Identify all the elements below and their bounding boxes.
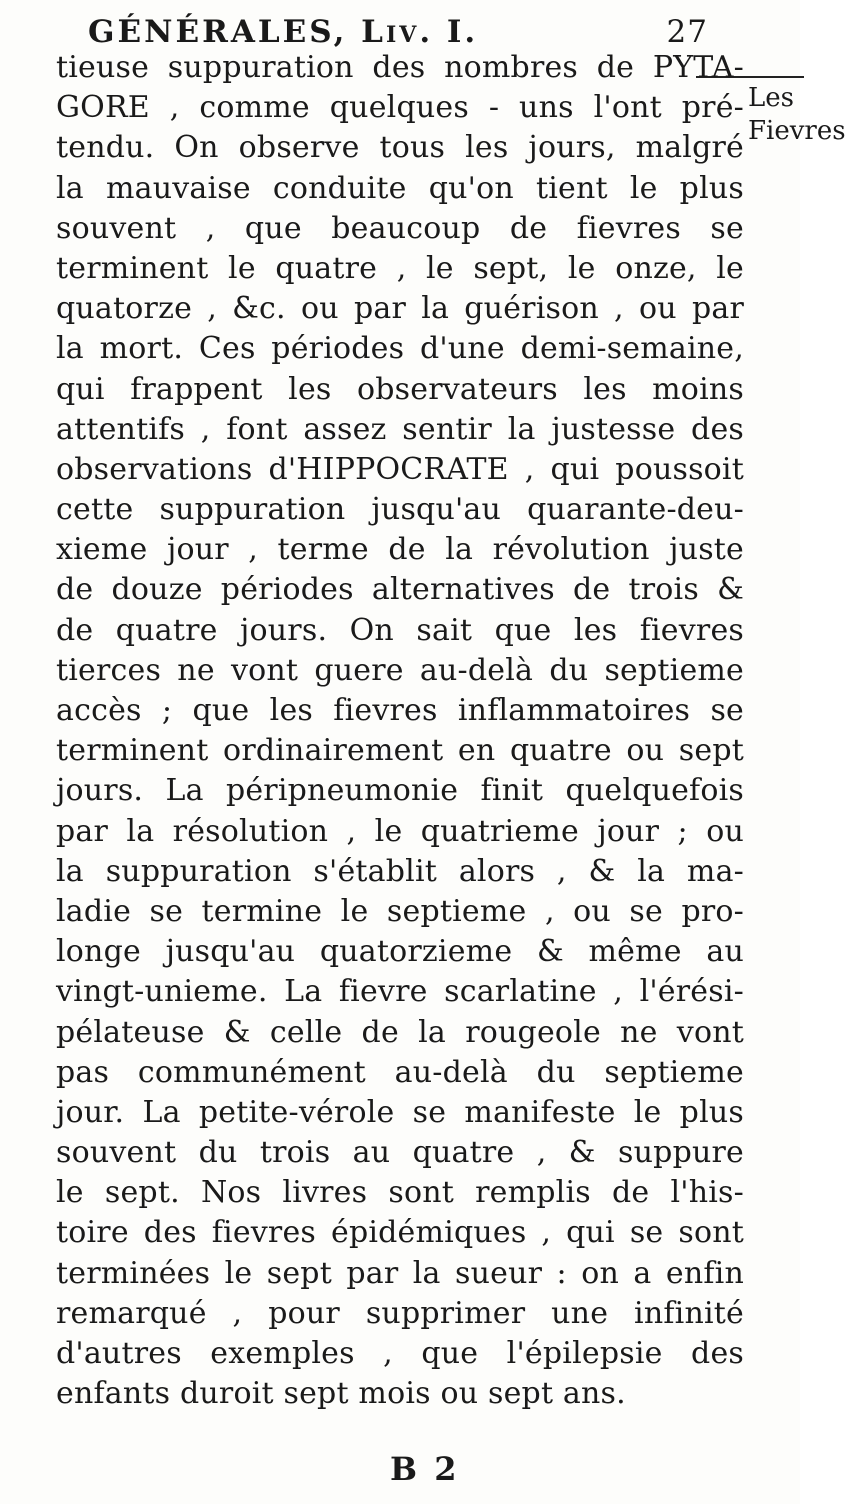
text-line: longe jusqu'au quatorzieme & même au bbox=[56, 934, 744, 970]
text-line: attentifs , font assez sentir la justesse des bbox=[56, 411, 744, 447]
text-line: le sept. Nos livres sont remplis de l'his- bbox=[56, 1175, 744, 1211]
text-line: jour. La petite-vérole se manifeste le plus bbox=[56, 1094, 744, 1130]
text-line: terminées le sept par la sueur : on a enfin bbox=[56, 1255, 744, 1291]
text-line: ladie se termine le septieme , ou se pro- bbox=[56, 893, 744, 929]
text-line: remarqué , pour supprimer une infinité bbox=[56, 1295, 744, 1331]
text-line: vingt-unieme. La fievre scarlatine , l'érési- bbox=[56, 974, 744, 1010]
text-line: de douze périodes alternatives de trois & bbox=[56, 572, 744, 608]
text-line: pas communément au-delà du septieme bbox=[56, 1054, 744, 1090]
text-line: xieme jour , terme de la révolution juste bbox=[56, 532, 744, 568]
text-line: d'autres exemples , que l'épilepsie des bbox=[56, 1336, 744, 1371]
marginal-note-line: Fievres bbox=[748, 116, 846, 146]
text-line: accès ; que les fievres inflammatoires se bbox=[56, 693, 744, 728]
text-line: la mort. Ces périodes d'une demi-semaine, bbox=[56, 331, 744, 367]
text-line: toire des fievres épidémiques , qui se sont bbox=[56, 1215, 744, 1251]
body-text bbox=[56, 48, 744, 1414]
text-line: la mauvaise conduite qu'on tient le plus bbox=[56, 170, 744, 206]
text-line: tierces ne vont guere au-delà du septieme bbox=[56, 652, 744, 688]
text-line: GORE , comme quelques - uns l'ont pré- bbox=[56, 90, 744, 126]
text-line: observations d'HIPPOCRATE , qui poussoit bbox=[56, 451, 744, 487]
text-line: par la résolution , le quatrieme jour ; ou bbox=[56, 813, 744, 849]
marginal-note bbox=[748, 64, 846, 148]
text-line: terminent le quatre , le sept, le onze, le bbox=[56, 250, 744, 286]
text-line: jours. La péripneumonie finit quelquefois bbox=[56, 773, 744, 809]
text-line: terminent ordinairement en quatre ou sept bbox=[56, 733, 744, 769]
text-line: quatorze , &c. ou par la guérison , ou par bbox=[56, 291, 744, 327]
text-line: de quatre jours. On sait que les fievres bbox=[56, 612, 744, 648]
marginal-note-line: Les bbox=[748, 83, 794, 113]
text-line: souvent , que beaucoup de fievres se bbox=[56, 210, 744, 246]
page-number: 27 bbox=[666, 14, 708, 50]
text-line: cette suppuration jusqu'au quarante-deu- bbox=[56, 492, 744, 528]
text-line: pélateuse & celle de la rougeole ne vont bbox=[56, 1014, 744, 1050]
text-line: tendu. On observe tous les jours, malgré bbox=[56, 130, 744, 166]
text-line: tieuse suppuration des nombres de PYTA- bbox=[56, 50, 744, 85]
text-line: qui frappent les observateurs les moins bbox=[56, 371, 744, 407]
signature-mark: B 2 bbox=[390, 1450, 460, 1488]
text-line: souvent du trois au quatre , & suppure bbox=[56, 1135, 744, 1171]
text-line: enfants duroit sept mois ou sept ans. bbox=[56, 1376, 626, 1412]
text-line: la suppuration s'établit alors , & la ma- bbox=[56, 853, 744, 889]
running-title: GÉNÉRALES, Liv. I. bbox=[88, 14, 479, 50]
